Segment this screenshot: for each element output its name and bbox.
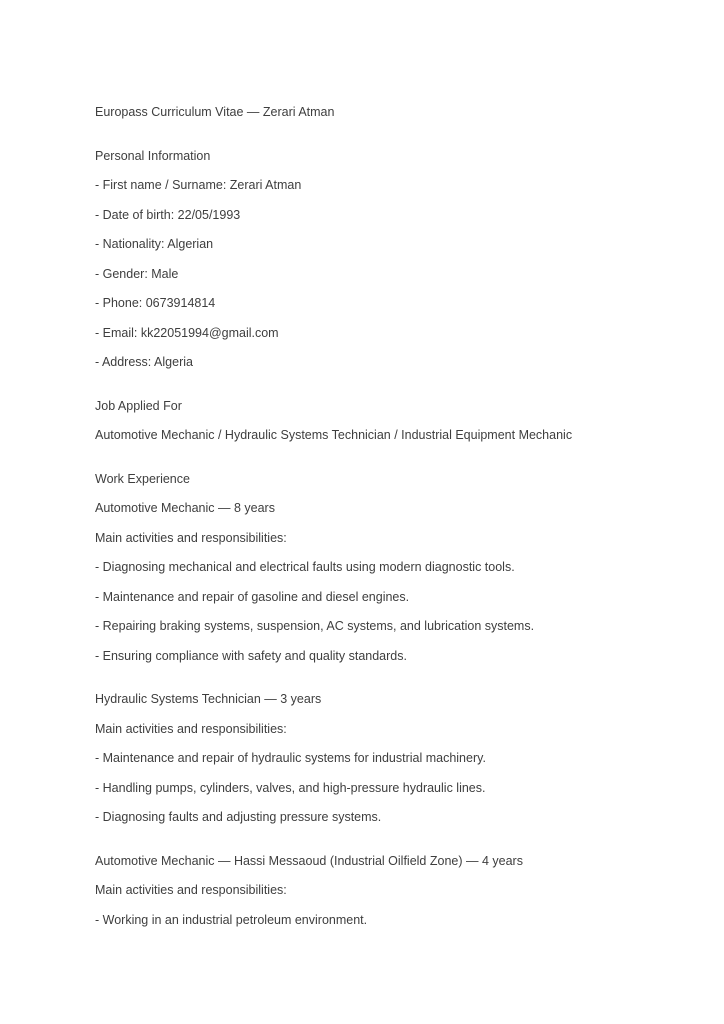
job-1-bullet: - Diagnosing mechanical and electrical faults using modern diagnostic tools. [95,560,515,574]
section-heading-work-experience: Work Experience [95,471,190,486]
job-1-bullet: - Repairing braking systems, suspension, AC systems, and lubrication systems. [95,619,535,633]
job-2-bullet: - Handling pumps, cylinders, valves, and high-pressure hydraulic lines. [95,780,486,795]
job-1-title: Automotive Mechanic — 8 years [95,501,275,515]
job-2-title: Hydraulic Systems Technician — 3 years [95,692,322,706]
job-1-subheading: Main activities and responsibilities: [95,530,287,545]
document-title: Europass Curriculum Vitae — Zerari Atman [95,105,335,119]
personal-info-nationality: - Nationality: Algerian [95,237,214,251]
job-2-bullet: - Maintenance and repair of hydraulic systems for industrial machinery. [95,751,486,765]
job-2-bullet: - Diagnosing faults and adjusting pressure systems. [95,810,382,824]
job-3-bullet: - Working in an industrial petroleum environment. [95,912,368,927]
job-applied-for-value: Automotive Mechanic / Hydraulic Systems Technician / Industrial Equipment Mechanic [95,428,573,442]
section-heading-job-applied-for: Job Applied For [95,398,182,413]
job-2-subheading: Main activities and responsibilities: [95,721,287,736]
personal-info-phone: - Phone: 0673914814 [95,296,216,310]
personal-info-name: - First name / Surname: Zerari Atman [95,178,302,192]
job-1-bullet: - Maintenance and repair of gasoline and diesel engines. [95,589,410,604]
job-1-bullet: - Ensuring compliance with safety and quality standards. [95,648,407,663]
personal-info-date-of-birth: - Date of birth: 22/05/1993 [95,207,241,222]
personal-info-email: - Email: kk22051994@gmail.com [95,325,279,340]
job-3-title: Automotive Mechanic — Hassi Messaoud (Industrial Oilfield Zone) — 4 years [95,853,523,868]
personal-info-address: - Address: Algeria [95,355,193,369]
job-3-subheading: Main activities and responsibilities: [95,883,287,897]
section-heading-personal-information: Personal Information [95,148,211,163]
personal-info-gender: - Gender: Male [95,266,179,281]
